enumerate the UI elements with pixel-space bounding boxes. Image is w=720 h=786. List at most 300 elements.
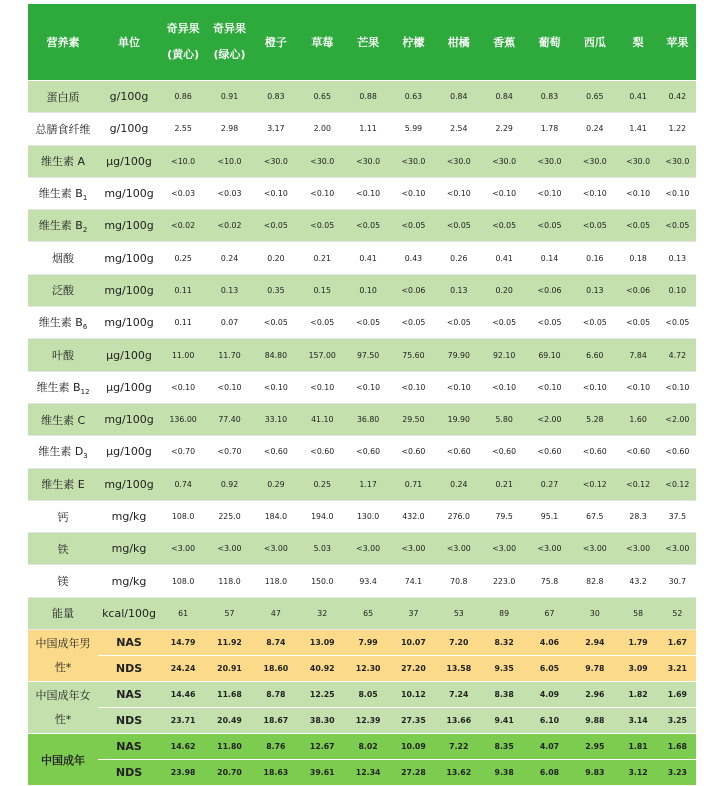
value-cell: <0.05 <box>436 307 481 339</box>
value-cell: 7.84 <box>618 339 659 371</box>
value-cell: 0.25 <box>160 242 206 274</box>
value-cell: 36.80 <box>345 403 390 435</box>
value-cell: 0.65 <box>299 81 345 113</box>
header-fruit: 芒果 <box>345 4 390 81</box>
value-cell: 2.98 <box>206 113 252 145</box>
value-cell: 79.5 <box>481 500 526 532</box>
value-cell: 19.90 <box>436 403 481 435</box>
value-cell: <3.00 <box>345 533 390 565</box>
group-value-cell: 14.62 <box>160 734 206 760</box>
value-cell: <10.0 <box>206 145 252 177</box>
unit-cell: mg/100g <box>98 403 160 435</box>
value-cell: <0.10 <box>618 177 659 209</box>
group-value-cell: 12.30 <box>345 656 390 682</box>
value-cell: <30.0 <box>481 145 526 177</box>
group-row-nds <box>28 656 696 682</box>
nutrient-name-text: 维生素 B <box>38 316 83 330</box>
value-cell: 0.13 <box>659 242 696 274</box>
group-value-cell: 18.67 <box>253 708 299 734</box>
value-cell: <0.70 <box>206 436 252 468</box>
group-value-cell: 13.58 <box>436 656 481 682</box>
value-cell: 93.4 <box>345 565 390 597</box>
value-cell: 61 <box>160 597 206 629</box>
value-cell: 57 <box>206 597 252 629</box>
group-label-line1: 中国成年女 <box>35 688 91 702</box>
nutrient-name <box>28 242 98 274</box>
value-cell: <0.70 <box>160 436 206 468</box>
header-fruit: 梨 <box>618 4 659 81</box>
value-cell: 2.00 <box>299 113 345 145</box>
value-cell: <0.60 <box>481 436 526 468</box>
value-cell: 37 <box>391 597 436 629</box>
group-value-cell: 2.94 <box>572 630 617 656</box>
value-cell: <0.60 <box>527 436 572 468</box>
nutrient-name-text: 维生素 B <box>38 219 83 233</box>
value-cell: 52 <box>659 597 696 629</box>
group-value-cell: 27.20 <box>391 656 436 682</box>
value-cell: <0.05 <box>299 307 345 339</box>
value-cell: <0.06 <box>527 274 572 306</box>
value-cell: 41.10 <box>299 403 345 435</box>
nutrient-name-text: 维生素 B <box>38 186 83 200</box>
value-cell: 77.40 <box>206 403 252 435</box>
value-cell: 82.8 <box>572 565 617 597</box>
header-fruit: 香蕉 <box>481 4 526 81</box>
unit-cell: μg/100g <box>98 339 160 371</box>
value-cell: 4.72 <box>659 339 696 371</box>
value-cell: 0.10 <box>659 274 696 306</box>
value-cell: <0.60 <box>659 436 696 468</box>
group-label <box>28 682 98 734</box>
nutrient-name-text: 蛋白质 <box>46 90 80 104</box>
group-row-nas <box>28 630 696 656</box>
group-value-cell: 2.96 <box>572 682 617 708</box>
value-cell: <30.0 <box>659 145 696 177</box>
value-cell: 1.11 <box>345 113 390 145</box>
group-row-nas <box>28 734 696 760</box>
header-kiwi-yellow-line1: 奇异果 <box>166 22 200 35</box>
value-cell: 89 <box>481 597 526 629</box>
value-cell: <30.0 <box>572 145 617 177</box>
value-cell: 150.0 <box>299 565 345 597</box>
group-value-cell: 11.68 <box>206 682 252 708</box>
table-row <box>28 565 696 597</box>
value-cell: <30.0 <box>299 145 345 177</box>
unit-cell: mg/kg <box>98 500 160 532</box>
value-cell: 0.71 <box>391 468 436 500</box>
value-cell: 157.00 <box>299 339 345 371</box>
value-cell: 0.41 <box>481 242 526 274</box>
value-cell: <30.0 <box>253 145 299 177</box>
group-value-cell: 12.34 <box>345 760 390 786</box>
value-cell: 0.15 <box>299 274 345 306</box>
nutrient-name-text: 钙 <box>57 510 69 524</box>
nutrition-table <box>28 4 696 786</box>
group-value-cell: 1.68 <box>659 734 696 760</box>
value-cell: 276.0 <box>436 500 481 532</box>
value-cell: <0.05 <box>618 307 659 339</box>
value-cell: <0.10 <box>618 371 659 403</box>
value-cell: <0.05 <box>345 210 390 242</box>
value-cell: <0.05 <box>253 307 299 339</box>
header-kiwi-green <box>206 4 252 81</box>
nutrient-subscript: 2 <box>82 226 88 235</box>
value-cell: 0.42 <box>659 81 696 113</box>
group-value-cell: 23.98 <box>160 760 206 786</box>
nutrient-name <box>28 403 98 435</box>
value-cell: 0.21 <box>481 468 526 500</box>
group-value-cell: 8.05 <box>345 682 390 708</box>
value-cell: 5.99 <box>391 113 436 145</box>
value-cell: <0.10 <box>345 177 390 209</box>
value-cell: 5.28 <box>572 403 617 435</box>
group-value-cell: 3.23 <box>659 760 696 786</box>
value-cell: 0.14 <box>527 242 572 274</box>
value-cell: 0.86 <box>160 81 206 113</box>
value-cell: <0.05 <box>299 210 345 242</box>
group-value-cell: 1.79 <box>618 630 659 656</box>
nutrient-name <box>28 371 98 403</box>
value-cell: <0.60 <box>618 436 659 468</box>
value-cell: <0.05 <box>345 307 390 339</box>
group-value-cell: 11.80 <box>206 734 252 760</box>
value-cell: <0.05 <box>527 210 572 242</box>
value-cell: 0.11 <box>160 274 206 306</box>
value-cell: <0.10 <box>436 371 481 403</box>
unit-cell: mg/100g <box>98 274 160 306</box>
value-cell: 0.10 <box>345 274 390 306</box>
value-cell: 0.24 <box>436 468 481 500</box>
nutrient-name <box>28 468 98 500</box>
value-cell: 2.55 <box>160 113 206 145</box>
value-cell: <0.05 <box>253 210 299 242</box>
value-cell: <0.10 <box>436 177 481 209</box>
nutrient-name-text: 泛酸 <box>52 284 75 298</box>
value-cell: <3.00 <box>391 533 436 565</box>
value-cell: <2.00 <box>659 403 696 435</box>
nutrient-name-text: 叶酸 <box>52 349 75 363</box>
value-cell: 92.10 <box>481 339 526 371</box>
value-cell: <0.12 <box>618 468 659 500</box>
group-value-cell: 8.35 <box>481 734 526 760</box>
value-cell: 75.60 <box>391 339 436 371</box>
group-value-cell: 38.30 <box>299 708 345 734</box>
group-value-cell: 40.92 <box>299 656 345 682</box>
nutrient-name-text: 维生素 B <box>36 380 81 394</box>
value-cell: <3.00 <box>618 533 659 565</box>
header-nutrient: 营养素 <box>28 4 98 81</box>
group-value-cell: 1.69 <box>659 682 696 708</box>
value-cell: 0.20 <box>253 242 299 274</box>
nutrient-name-text: 铁 <box>57 542 69 556</box>
group-value-cell: 1.67 <box>659 630 696 656</box>
value-cell: 0.84 <box>481 81 526 113</box>
value-cell: <0.10 <box>527 177 572 209</box>
value-cell: 1.78 <box>527 113 572 145</box>
group-kind-label: NDS <box>98 656 160 682</box>
group-kind-label: NDS <box>98 708 160 734</box>
value-cell: 79.90 <box>436 339 481 371</box>
value-cell: 30.7 <box>659 565 696 597</box>
value-cell: 0.29 <box>253 468 299 500</box>
value-cell: 0.88 <box>345 81 390 113</box>
table-row <box>28 242 696 274</box>
unit-cell: mg/100g <box>98 177 160 209</box>
value-cell: 0.26 <box>436 242 481 274</box>
value-cell: 0.41 <box>618 81 659 113</box>
value-cell: <0.60 <box>572 436 617 468</box>
value-cell: <30.0 <box>436 145 481 177</box>
value-cell: 0.24 <box>572 113 617 145</box>
group-value-cell: 9.83 <box>572 760 617 786</box>
group-value-cell: 8.74 <box>253 630 299 656</box>
group-value-cell: 9.35 <box>481 656 526 682</box>
value-cell: <0.05 <box>481 210 526 242</box>
value-cell: 11.70 <box>206 339 252 371</box>
group-value-cell: 1.82 <box>618 682 659 708</box>
value-cell: <0.10 <box>481 177 526 209</box>
group-value-cell: 9.41 <box>481 708 526 734</box>
table-row <box>28 436 696 468</box>
value-cell: <0.10 <box>299 371 345 403</box>
value-cell: 29.50 <box>391 403 436 435</box>
nutrient-name <box>28 307 98 339</box>
value-cell: 0.13 <box>572 274 617 306</box>
value-cell: 43.2 <box>618 565 659 597</box>
group-value-cell: 2.95 <box>572 734 617 760</box>
group-value-cell: 1.81 <box>618 734 659 760</box>
value-cell: 432.0 <box>391 500 436 532</box>
value-cell: 0.07 <box>206 307 252 339</box>
nutrient-subscript: 6 <box>82 323 88 332</box>
table-body <box>28 81 696 786</box>
value-cell: 11.00 <box>160 339 206 371</box>
group-value-cell: 3.14 <box>618 708 659 734</box>
group-kind-label: NDS <box>98 760 160 786</box>
group-value-cell: 20.49 <box>206 708 252 734</box>
header-fruit: 苹果 <box>659 4 696 81</box>
nutrient-name <box>28 177 98 209</box>
value-cell: 84.80 <box>253 339 299 371</box>
value-cell: <0.06 <box>618 274 659 306</box>
value-cell: <3.00 <box>160 533 206 565</box>
table-row <box>28 500 696 532</box>
value-cell: 30 <box>572 597 617 629</box>
unit-cell: mg/100g <box>98 468 160 500</box>
value-cell: 67 <box>527 597 572 629</box>
value-cell: <0.60 <box>345 436 390 468</box>
value-cell: 0.20 <box>481 274 526 306</box>
group-value-cell: 4.07 <box>527 734 572 760</box>
group-value-cell: 12.67 <box>299 734 345 760</box>
group-value-cell: 8.02 <box>345 734 390 760</box>
value-cell: <0.03 <box>160 177 206 209</box>
nutrient-subscript: 12 <box>80 387 90 396</box>
value-cell: <0.12 <box>572 468 617 500</box>
unit-cell: mg/kg <box>98 533 160 565</box>
unit-cell: mg/kg <box>98 565 160 597</box>
value-cell: 0.27 <box>527 468 572 500</box>
nutrient-name <box>28 533 98 565</box>
table-row <box>28 81 696 113</box>
value-cell: 0.21 <box>299 242 345 274</box>
nutrition-table-container <box>28 4 696 786</box>
value-cell: <2.00 <box>527 403 572 435</box>
value-cell: 0.18 <box>618 242 659 274</box>
table-row <box>28 371 696 403</box>
table-row <box>28 210 696 242</box>
value-cell: <0.10 <box>481 371 526 403</box>
value-cell: 53 <box>436 597 481 629</box>
nutrient-name-text: 镁 <box>57 575 69 589</box>
group-label-line1: 中国成年 <box>41 753 86 767</box>
group-value-cell: 12.39 <box>345 708 390 734</box>
group-value-cell: 8.76 <box>253 734 299 760</box>
group-value-cell: 9.38 <box>481 760 526 786</box>
group-value-cell: 13.09 <box>299 630 345 656</box>
value-cell: 0.16 <box>572 242 617 274</box>
group-value-cell: 7.22 <box>436 734 481 760</box>
table-row <box>28 339 696 371</box>
header-row <box>28 4 696 81</box>
group-value-cell: 11.92 <box>206 630 252 656</box>
value-cell: 223.0 <box>481 565 526 597</box>
table-row <box>28 177 696 209</box>
group-label-line2: 性* <box>54 712 72 726</box>
nutrient-name-text: 维生素 E <box>41 478 85 492</box>
value-cell: 67.5 <box>572 500 617 532</box>
value-cell: 0.74 <box>160 468 206 500</box>
group-value-cell: 6.08 <box>527 760 572 786</box>
group-value-cell: 24.24 <box>160 656 206 682</box>
value-cell: 0.11 <box>160 307 206 339</box>
group-value-cell: 4.09 <box>527 682 572 708</box>
group-value-cell: 12.25 <box>299 682 345 708</box>
group-row-nas <box>28 682 696 708</box>
value-cell: <0.05 <box>527 307 572 339</box>
value-cell: <0.03 <box>206 177 252 209</box>
group-kind-label: NAS <box>98 630 160 656</box>
value-cell: <3.00 <box>436 533 481 565</box>
group-value-cell: 3.21 <box>659 656 696 682</box>
group-row-nds <box>28 760 696 786</box>
value-cell: 0.65 <box>572 81 617 113</box>
value-cell: <0.05 <box>659 307 696 339</box>
value-cell: <0.10 <box>299 177 345 209</box>
value-cell: <0.10 <box>527 371 572 403</box>
value-cell: <0.60 <box>299 436 345 468</box>
group-value-cell: 7.20 <box>436 630 481 656</box>
value-cell: 1.60 <box>618 403 659 435</box>
header-fruit: 草莓 <box>299 4 345 81</box>
nutrient-name-text: 烟酸 <box>52 252 75 266</box>
value-cell: 33.10 <box>253 403 299 435</box>
value-cell: 70.8 <box>436 565 481 597</box>
value-cell: 0.83 <box>527 81 572 113</box>
value-cell: 130.0 <box>345 500 390 532</box>
value-cell: <30.0 <box>391 145 436 177</box>
table-row <box>28 274 696 306</box>
value-cell: 28.3 <box>618 500 659 532</box>
nutrient-name-text: 维生素 D <box>38 445 84 459</box>
value-cell: <0.06 <box>391 274 436 306</box>
group-value-cell: 20.91 <box>206 656 252 682</box>
unit-cell: μg/100g <box>98 145 160 177</box>
value-cell: <3.00 <box>527 533 572 565</box>
group-value-cell: 13.62 <box>436 760 481 786</box>
group-value-cell: 7.99 <box>345 630 390 656</box>
value-cell: 2.29 <box>481 113 526 145</box>
value-cell: <3.00 <box>253 533 299 565</box>
group-value-cell: 3.25 <box>659 708 696 734</box>
group-value-cell: 3.09 <box>618 656 659 682</box>
group-value-cell: 10.09 <box>391 734 436 760</box>
header-fruit: 柠檬 <box>391 4 436 81</box>
value-cell: <30.0 <box>618 145 659 177</box>
value-cell: <0.10 <box>160 371 206 403</box>
value-cell: 0.83 <box>253 81 299 113</box>
value-cell: <0.60 <box>391 436 436 468</box>
value-cell: 108.0 <box>160 565 206 597</box>
value-cell: 184.0 <box>253 500 299 532</box>
nutrient-name <box>28 81 98 113</box>
value-cell: 65 <box>345 597 390 629</box>
nutrient-name <box>28 500 98 532</box>
table-row <box>28 468 696 500</box>
nutrient-name <box>28 339 98 371</box>
unit-cell: mg/100g <box>98 242 160 274</box>
value-cell: 0.84 <box>436 81 481 113</box>
value-cell: <0.10 <box>391 371 436 403</box>
group-value-cell: 6.05 <box>527 656 572 682</box>
group-value-cell: 7.24 <box>436 682 481 708</box>
table-row <box>28 597 696 629</box>
group-value-cell: 14.46 <box>160 682 206 708</box>
value-cell: 97.50 <box>345 339 390 371</box>
value-cell: <3.00 <box>481 533 526 565</box>
nutrient-name <box>28 113 98 145</box>
value-cell: 1.17 <box>345 468 390 500</box>
group-value-cell: 13.66 <box>436 708 481 734</box>
nutrient-subscript: 1 <box>82 194 88 203</box>
group-value-cell: 27.35 <box>391 708 436 734</box>
value-cell: <0.05 <box>572 307 617 339</box>
value-cell: 5.80 <box>481 403 526 435</box>
value-cell: 118.0 <box>253 565 299 597</box>
value-cell: <3.00 <box>572 533 617 565</box>
header-kiwi-yellow-line2: (黄心) <box>167 48 200 61</box>
value-cell: 6.60 <box>572 339 617 371</box>
value-cell: <3.00 <box>206 533 252 565</box>
unit-cell: kcal/100g <box>98 597 160 629</box>
value-cell: <0.10 <box>206 371 252 403</box>
value-cell: <0.10 <box>572 177 617 209</box>
value-cell: 0.24 <box>206 242 252 274</box>
value-cell: <10.0 <box>160 145 206 177</box>
nutrient-name-text: 能量 <box>52 607 75 621</box>
group-value-cell: 20.70 <box>206 760 252 786</box>
group-value-cell: 18.60 <box>253 656 299 682</box>
value-cell: 47 <box>253 597 299 629</box>
value-cell: <0.60 <box>436 436 481 468</box>
value-cell: <0.60 <box>253 436 299 468</box>
value-cell: 136.00 <box>160 403 206 435</box>
value-cell: <0.05 <box>391 307 436 339</box>
value-cell: 58 <box>618 597 659 629</box>
group-value-cell: 9.78 <box>572 656 617 682</box>
header-fruit: 葡萄 <box>527 4 572 81</box>
value-cell: <0.02 <box>160 210 206 242</box>
